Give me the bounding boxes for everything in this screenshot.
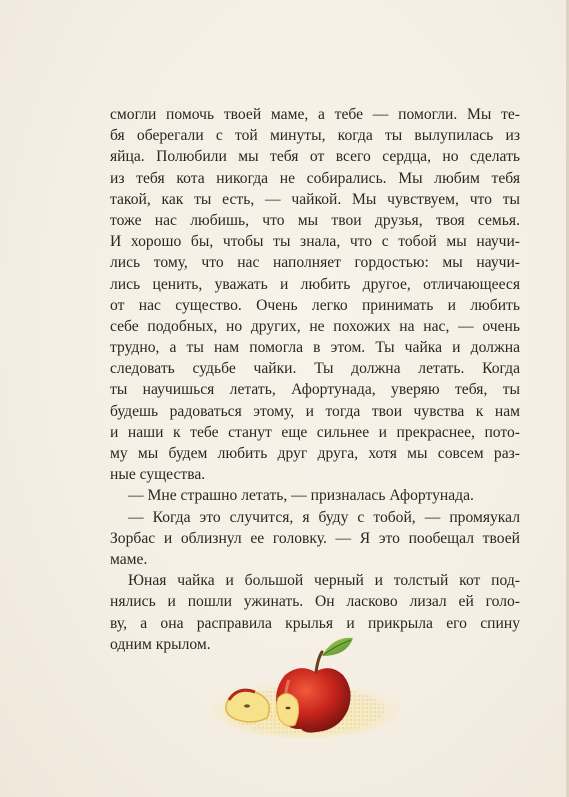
apple xyxy=(276,638,353,733)
text-line: маме. xyxy=(110,550,148,568)
text-line: такой, как ты есть, — чайкой. Мы чувствуем, что ты xyxy=(110,190,520,208)
text-line: ву, а она расправила крылья и прикрыла его спину xyxy=(110,614,520,632)
text-line: лись ценить, уважать и любить другое, отличающееся xyxy=(110,275,520,293)
text-line: Зорбас и облизнул ее головку. — Я это пообещал твоей xyxy=(110,529,520,547)
text-line: себе подобных, но других, не похожих на нас, — очень xyxy=(110,317,520,335)
text-line: — Когда это случится, я буду с тобой, — промяукал xyxy=(128,508,520,526)
text-line: одним крылом. xyxy=(110,635,211,653)
text-line: му мы будем любить друг друга, хотя мы совсем раз- xyxy=(110,445,520,462)
text-line: ные существа. xyxy=(110,466,206,484)
text-line: из тебя кота никогда не собирались. Мы любим тебя xyxy=(110,169,520,187)
text-line: ты научишься летать, Афортунада, уверяю тебя, ты xyxy=(110,381,520,399)
apple-illustration xyxy=(205,630,405,740)
text-line: яйца. Полюбили мы тебя от всего сердца, но сделать xyxy=(110,148,520,166)
text-line: тоже нас любишь, что мы твои друзья, твоя семья. xyxy=(110,211,520,229)
text-line: нялись и пошли ужинать. Он ласково лизал ей голо- xyxy=(110,593,520,611)
text-line: Юная чайка и большой черный и толстый кот под- xyxy=(128,572,520,590)
text-line: от нас существо. Очень легко принимать и любить xyxy=(110,296,520,314)
text-line: — Мне страшно летать, — призналась Афортунада. xyxy=(128,487,474,505)
text-line: лись тому, что нас наполняет гордостью: мы научи- xyxy=(110,254,520,272)
body-text xyxy=(110,104,520,655)
text-line: смогли помочь твоей маме, а тебе — помогли. Мы те- xyxy=(110,106,520,123)
text-line: И хорошо бы, чтобы ты знала, что с тобой мы научи- xyxy=(110,233,520,251)
text-line: бя оберегали с той минуты, когда ты вылупилась из xyxy=(110,127,520,145)
text-line: и наши к тебе станут еще сильнее и прекраснее, пото- xyxy=(110,423,520,441)
text-line: будешь радоваться этому, и тогда твои чувства к нам xyxy=(110,402,520,420)
text-line: следовать судьбе чайки. Ты должна летать. Когда xyxy=(110,360,520,378)
text-line: трудно, а ты нам помогла в этом. Ты чайка и должна xyxy=(110,339,520,357)
